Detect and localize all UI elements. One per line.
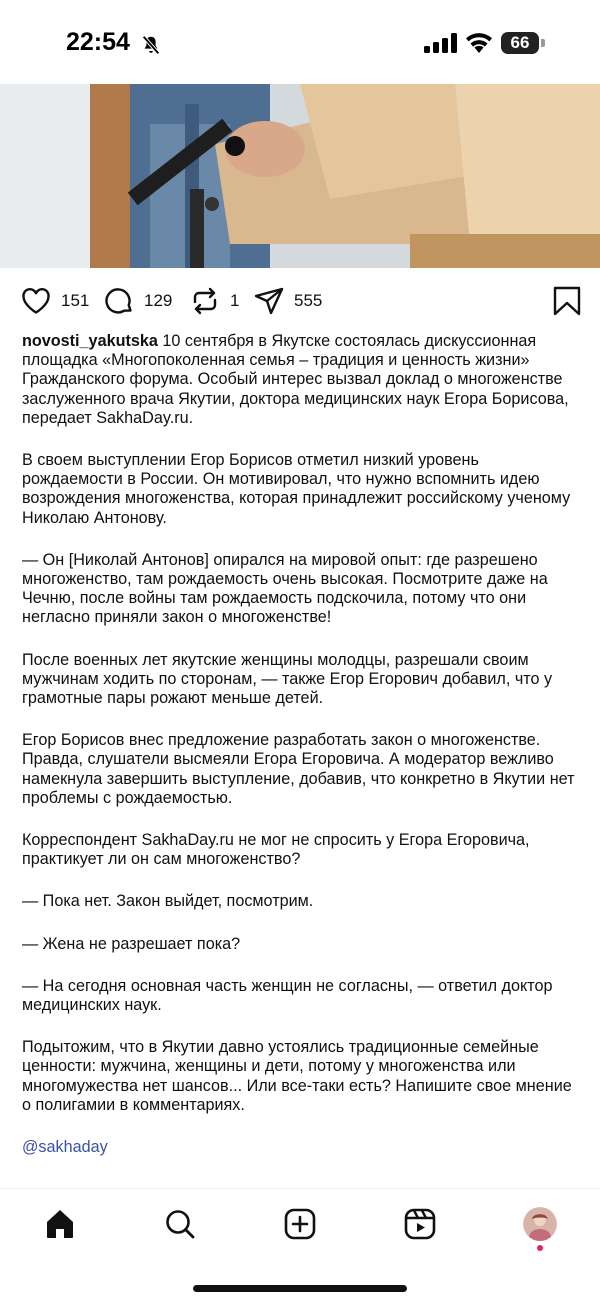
bottom-nav	[0, 1188, 600, 1259]
comment-icon	[103, 285, 135, 317]
repost-icon	[189, 285, 221, 317]
caption-paragraph: — Он [Николай Антонов] опирался на мировой опыт: где разрешено многоженство, там рождаемость очень высокая. Посмотрите даже на Чечню, после войны там рождаемость подскочила, потому что они негласно приняли закон о многоженстве!	[22, 550, 548, 627]
reels-icon	[403, 1207, 437, 1241]
nav-create[interactable]	[283, 1207, 317, 1241]
home-indicator[interactable]	[193, 1285, 407, 1292]
like-button[interactable]	[20, 285, 89, 317]
caption-paragraph: — Пока нет. Закон выйдет, посмотрим.	[22, 892, 314, 911]
create-icon	[283, 1207, 317, 1241]
caption-paragraph: Корреспондент SakhaDay.ru не мог не спросить у Егора Егоровича, практикует ли он сам многоженство?	[22, 831, 530, 869]
caption-paragraph: После военных лет якутские женщины молодцы, разрешали своим мужчинам ходить по сторонам, — также Егор Егорович добавил, что у грамотные пары рожают меньше детей.	[22, 650, 553, 708]
profile-avatar	[523, 1207, 557, 1241]
nav-reels[interactable]	[403, 1207, 437, 1241]
heart-icon	[20, 285, 52, 317]
notification-dot	[537, 1245, 543, 1251]
bell-muted-icon	[140, 34, 162, 56]
caption-paragraph: — На сегодня основная часть женщин не согласны, — ответил доктор медицинских наук.	[22, 976, 553, 1015]
repost-count: 1	[230, 291, 240, 310]
search-icon	[163, 1207, 197, 1241]
repost-button[interactable]	[189, 285, 239, 317]
status-time: 22:54	[66, 28, 130, 56]
mention-link[interactable]: @sakhaday	[22, 1138, 108, 1157]
share-count: 555	[294, 291, 323, 310]
home-icon	[43, 1207, 77, 1241]
caption-paragraph: Подытожим, что в Якутии давно устоялись традиционные семейные ценности: мужчина, женщины и дети, потому у многоженства или многомужества нет шансов... Или все-таки есть? Напишите свое мнение о полигамии в комментариях.	[22, 1038, 572, 1114]
bookmark-icon	[551, 285, 583, 317]
caption-paragraph: Егор Борисов внес предложение разработать закон о многоженстве. Правда, слушатели высмеяли Егора Егоровича. А модератор вежливо намекнула завершить выступление, добавив, что конкретно в Якутии нет проблемы с рождаемостью.	[22, 731, 575, 807]
post-caption	[22, 332, 582, 1180]
post-photo[interactable]	[0, 84, 600, 268]
caption-paragraph	[22, 1138, 582, 1157]
nav-profile[interactable]	[523, 1207, 557, 1241]
like-count: 151	[61, 291, 90, 310]
save-button[interactable]	[551, 285, 583, 317]
battery-tip	[541, 39, 545, 47]
send-icon	[253, 285, 285, 317]
nav-search[interactable]	[163, 1207, 197, 1241]
post-actions	[0, 276, 600, 326]
photo-illustration	[0, 84, 600, 268]
share-button[interactable]	[253, 285, 322, 317]
cellular-signal-icon	[424, 33, 458, 53]
status-bar	[0, 0, 600, 84]
caption-paragraph: В своем выступлении Егор Борисов отметил низкий уровень рождаемости в России. Он мотивировал, что нужно вспомнить идею возрождения многоженства, которая принадлежит российскому ученому Николаю Антонову.	[22, 451, 571, 527]
comment-count: 129	[144, 291, 173, 310]
post-username[interactable]: novosti_yakutska	[22, 332, 158, 350]
caption-paragraph: — Жена не разрешает пока?	[22, 934, 241, 953]
battery-level: 66	[501, 32, 539, 54]
wifi-icon	[464, 31, 494, 55]
nav-home[interactable]	[43, 1207, 77, 1241]
comment-button[interactable]	[103, 285, 172, 317]
caption-paragraph: novosti_yakutska 10 сентября в Якутске состоялась дискуссионная площадка «Многопоколенная семья – традиция и ценность жизни» Гражданского форума. Особый интерес вызвал доклад о многоженстве заслуженного врача Якутии, доктора медицинских наук Егора Борисова, передает SakhaDay.ru.	[22, 332, 569, 427]
